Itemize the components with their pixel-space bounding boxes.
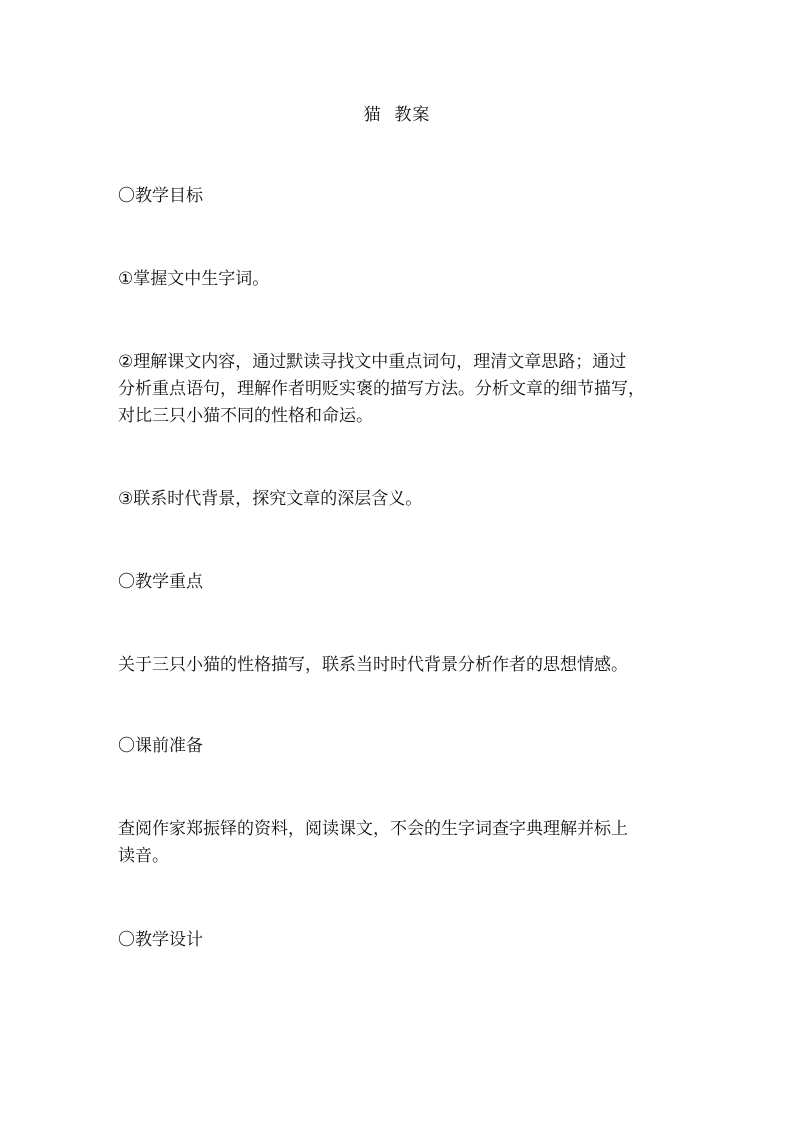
objective-1: ①掌握文中生字词。 — [118, 269, 270, 289]
objective-3: ③联系时代背景，探究文章的深层含义。 — [118, 489, 423, 509]
document-title: 猫 教案 — [363, 105, 431, 125]
preparation-heading: 〇课前准备 — [118, 736, 203, 756]
preparation-line-2: 读音。 — [118, 846, 169, 866]
objective-2-line-2: 分析重点语句，理解作者明贬实褒的描写方法。分析文章的细节描写， — [118, 379, 645, 399]
preparation-line-1: 查阅作家郑振铎的资料，阅读课文，不会的生字词查字典理解并标上 — [118, 819, 628, 839]
key-points-text: 关于三只小猫的性格描写，联系当时时代背景分析作者的思想情感。 — [118, 655, 628, 675]
preparation-paragraph — [118, 816, 698, 870]
objective-2-line-1: ②理解课文内容，通过默读寻找文中重点词句，理清文章思路；通过 — [118, 352, 627, 372]
design-heading: 〇教学设计 — [118, 930, 203, 950]
objective-2-line-3: 对比三只小猫不同的性格和命运。 — [118, 406, 373, 426]
objective-2-paragraph — [118, 349, 698, 430]
objectives-heading: 〇教学目标 — [118, 186, 203, 206]
key-points-heading: 〇教学重点 — [118, 572, 203, 592]
